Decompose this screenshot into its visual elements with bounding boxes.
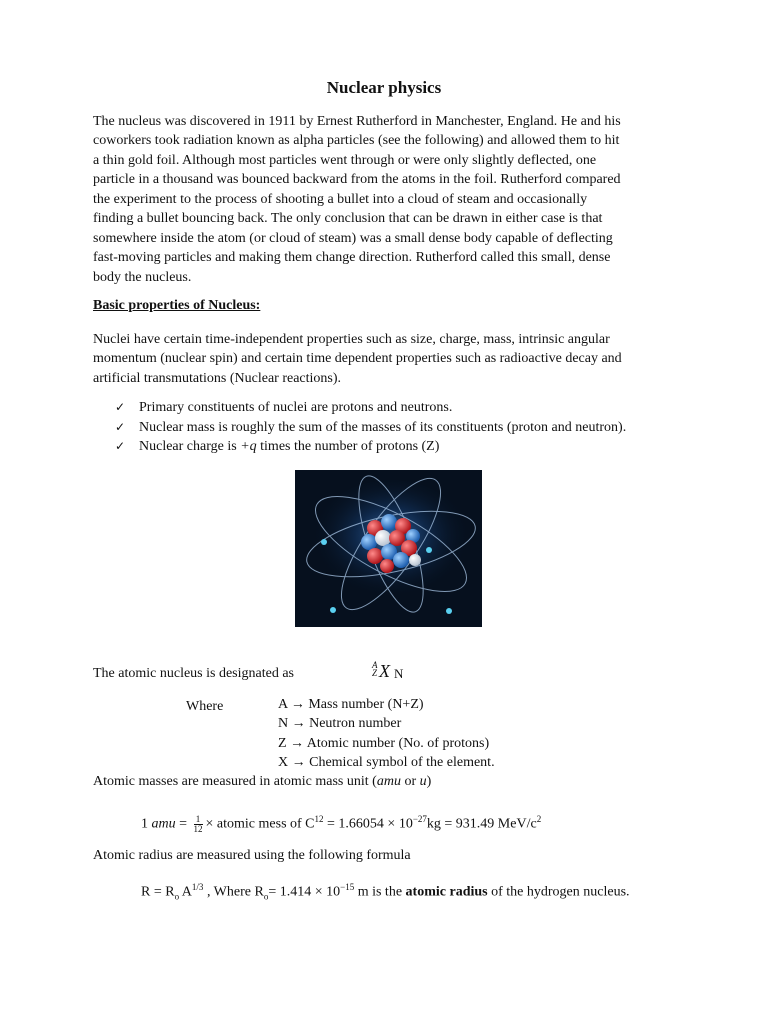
list-item bbox=[115, 418, 626, 438]
list-item-text: Primary constituents of nuclei are protons and neutrons. bbox=[139, 400, 453, 415]
properties-line: Nuclei have certain time-independent properties such as size, charge, mass, intrinsic angular bbox=[93, 332, 610, 347]
amu-intro bbox=[93, 772, 431, 791]
list-item bbox=[115, 398, 626, 418]
intro-line: somewhere inside the atom (or cloud of steam) was a small dense body capable of deflecting bbox=[93, 231, 613, 246]
fraction-one-twelfth bbox=[194, 815, 203, 834]
equation-text: = bbox=[175, 816, 191, 832]
where-label: Where bbox=[186, 699, 224, 714]
intro-line: a thin gold foil. Although most particles went through or were only slightly deflected, one bbox=[93, 153, 597, 168]
equation-text: , Where R bbox=[203, 884, 264, 900]
definition-item: A → Mass number (N+Z) bbox=[278, 697, 424, 712]
definition-item: N → Neutron number bbox=[278, 716, 402, 731]
list-item-text: times the number of protons (Z) bbox=[256, 439, 440, 455]
designation-text: The atomic nucleus is designated as bbox=[93, 666, 294, 681]
superscript: −27 bbox=[412, 814, 427, 824]
neutron bbox=[361, 534, 377, 550]
equation-text: kg = 931.49 MeV/c bbox=[426, 816, 537, 832]
radius-intro: Atomic radius are measured using the following formula bbox=[93, 848, 411, 863]
intro-line: particle in a thousand was bounced backward from the atoms in the foil. Rutherford compared bbox=[93, 172, 621, 187]
list-item bbox=[115, 437, 626, 457]
neutron-number-symbol: N bbox=[394, 666, 404, 681]
neutron bbox=[381, 514, 397, 530]
electron bbox=[321, 539, 327, 545]
radius-equation bbox=[141, 878, 630, 906]
charge-symbol: +q bbox=[240, 439, 257, 455]
intro-line: the experiment to the process of shooting a bullet into a cloud of steam and occasionally bbox=[93, 192, 588, 207]
element-symbol: X bbox=[379, 661, 390, 681]
checkmark-icon: ✓ bbox=[115, 400, 126, 414]
proton bbox=[367, 548, 383, 564]
electron bbox=[446, 608, 452, 614]
equation-text: R = R bbox=[141, 884, 175, 900]
proton bbox=[380, 559, 394, 573]
amu-term: amu bbox=[376, 774, 401, 789]
equation-text: = 1.414 × 10 bbox=[268, 884, 341, 900]
particle bbox=[409, 554, 421, 566]
equation-text: of the hydrogen nucleus. bbox=[487, 884, 630, 900]
properties-line: momentum (nuclear spin) and certain time dependent properties such as radioactive decay and bbox=[93, 351, 622, 366]
checkmark-icon: ✓ bbox=[115, 439, 126, 454]
amu-intro-text: ) bbox=[426, 774, 432, 789]
amu-intro-text: or bbox=[400, 774, 420, 789]
equation-text: = 1.66054 × 10 bbox=[323, 816, 413, 832]
electron bbox=[426, 547, 432, 553]
section-heading: Basic properties of Nucleus: bbox=[93, 298, 261, 313]
superscript: 2 bbox=[536, 814, 542, 824]
subscript: o bbox=[174, 891, 180, 902]
list-item-text: Nuclear mass is roughly the sum of the masses of its constituents (proton and neutron). bbox=[139, 419, 627, 435]
checkmark-icon: ✓ bbox=[115, 419, 126, 434]
atomic-number-symbol: Z bbox=[372, 668, 378, 678]
intro-line: finding a bullet bouncing back. The only conclusion that can be drawn in either case is that bbox=[93, 211, 603, 226]
subscript: o bbox=[263, 891, 269, 902]
definition-item: Z → Atomic number (No. of protons) bbox=[278, 736, 490, 751]
fraction-numerator: 1 bbox=[194, 815, 203, 825]
neutron bbox=[393, 552, 409, 568]
list-item-text: Nuclear charge is bbox=[139, 439, 241, 455]
superscript: 1/3 bbox=[191, 882, 204, 892]
properties-line: artificial transmutations (Nuclear reactions). bbox=[93, 371, 342, 386]
equation-text: m is the bbox=[354, 884, 406, 900]
equation-text: A bbox=[179, 884, 192, 900]
particle bbox=[375, 530, 391, 546]
equation-text: × atomic mess of C bbox=[205, 816, 315, 832]
equation-text: 1 bbox=[141, 816, 152, 832]
bold-term: atomic radius bbox=[405, 884, 488, 900]
amu-intro-text: Atomic masses are measured in atomic mass unit ( bbox=[93, 774, 377, 789]
properties-list bbox=[115, 398, 626, 457]
intro-line: body the nucleus. bbox=[93, 270, 192, 285]
superscript: −15 bbox=[340, 882, 355, 892]
amu-term: amu bbox=[151, 816, 176, 832]
superscript: 12 bbox=[314, 814, 324, 824]
amu-equation bbox=[141, 810, 541, 834]
mass-number-symbol: A bbox=[372, 660, 378, 670]
intro-line: coworkers took radiation known as alpha particles (see the following) and allowed them to hit bbox=[93, 133, 620, 148]
atom-illustration bbox=[295, 470, 482, 627]
electron bbox=[330, 607, 336, 613]
definition-item: X → Chemical symbol of the element. bbox=[278, 755, 495, 770]
fraction-denominator: 12 bbox=[193, 823, 203, 834]
intro-line: The nucleus was discovered in 1911 by Ernest Rutherford in Manchester, England. He and his bbox=[93, 114, 621, 129]
u-term: u bbox=[419, 774, 427, 789]
intro-line: fast-moving particles and making them change direction. Rutherford called this small, dense bbox=[93, 250, 611, 265]
page-title: Nuclear physics bbox=[326, 78, 442, 97]
